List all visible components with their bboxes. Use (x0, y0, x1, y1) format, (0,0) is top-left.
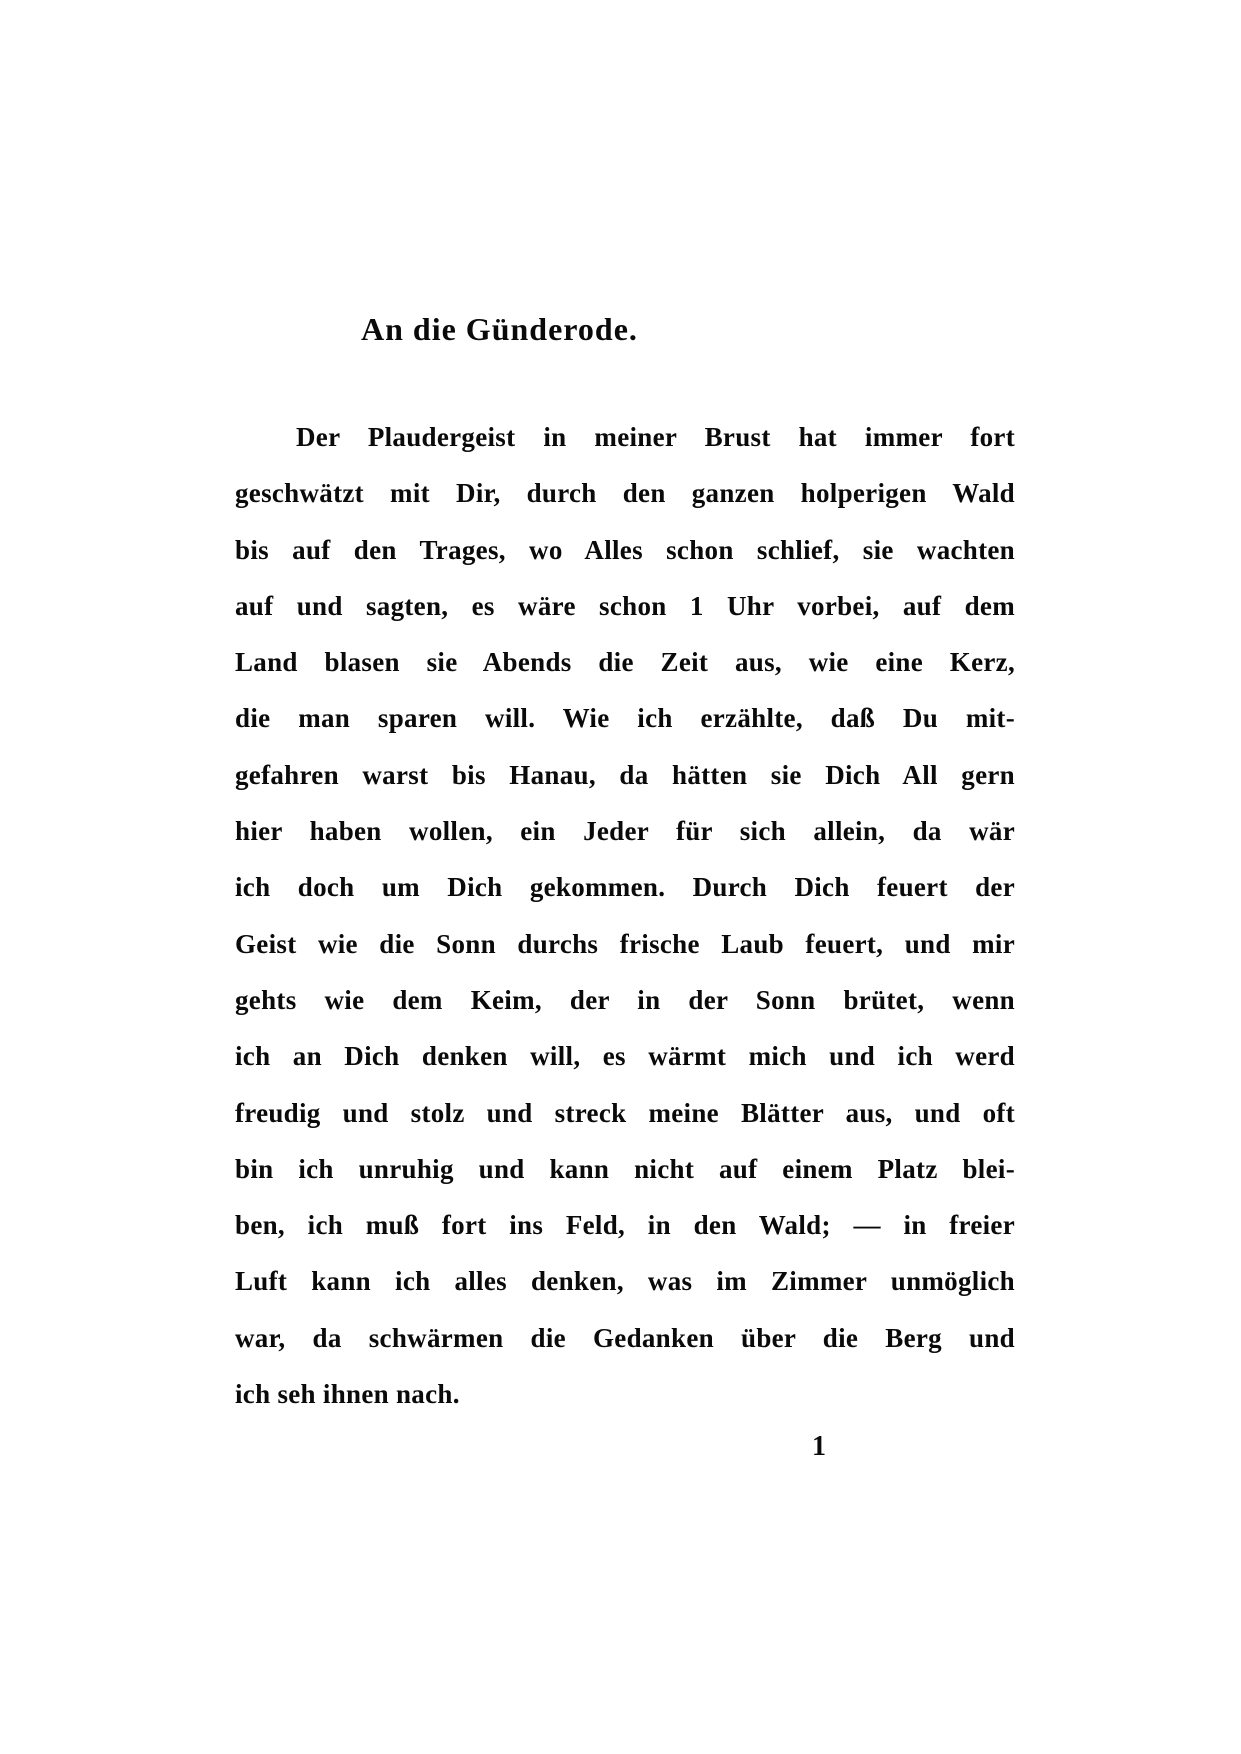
body-paragraph (235, 409, 1015, 1422)
text-line: bin ich unruhig und kann nicht auf einem Platz blei- (235, 1153, 1015, 1184)
text-line: war, da schwärmen die Gedanken über die Berg und (235, 1322, 1015, 1353)
text-line: ben, ich muß fort ins Feld, in den Wald; — in freier (235, 1210, 1015, 1241)
text-line: Luft kann ich alles denken, was im Zimmer unmöglich (235, 1266, 1015, 1297)
text-line: geschwätzt mit Dir, durch den ganzen holperigen Wald (235, 478, 1015, 509)
text-line: ich seh ihnen nach. (235, 1379, 460, 1410)
page-number: 1 (812, 1431, 826, 1462)
text-line: hier haben wollen, ein Jeder für sich allein, da wär (235, 816, 1015, 847)
chapter-title: An die Günderode. (361, 311, 638, 347)
text-line: Geist wie die Sonn durchs frische Laub feuert, und mir (235, 928, 1015, 959)
text-line: ich an Dich denken will, es wärmt mich und ich werd (235, 1041, 1015, 1072)
text-line: auf und sagten, es wäre schon 1 Uhr vorbei, auf dem (235, 590, 1015, 621)
text-line: ich doch um Dich gekommen. Durch Dich feuert der (235, 872, 1015, 903)
text-line: Land blasen sie Abends die Zeit aus, wie eine Kerz, (235, 647, 1015, 678)
text-line: gehts wie dem Keim, der in der Sonn brütet, wenn (235, 984, 1015, 1015)
text-line: bis auf den Trages, wo Alles schon schlief, sie wachten (235, 534, 1015, 565)
text-line: Der Plaudergeist in meiner Brust hat immer fort (296, 422, 1015, 452)
text-line: freudig und stolz und streck meine Blätter aus, und oft (235, 1097, 1015, 1128)
text-line: gefahren warst bis Hanau, da hätten sie Dich All gern (235, 759, 1015, 790)
text-line: die man sparen will. Wie ich erzählte, daß Du mit- (235, 703, 1015, 734)
